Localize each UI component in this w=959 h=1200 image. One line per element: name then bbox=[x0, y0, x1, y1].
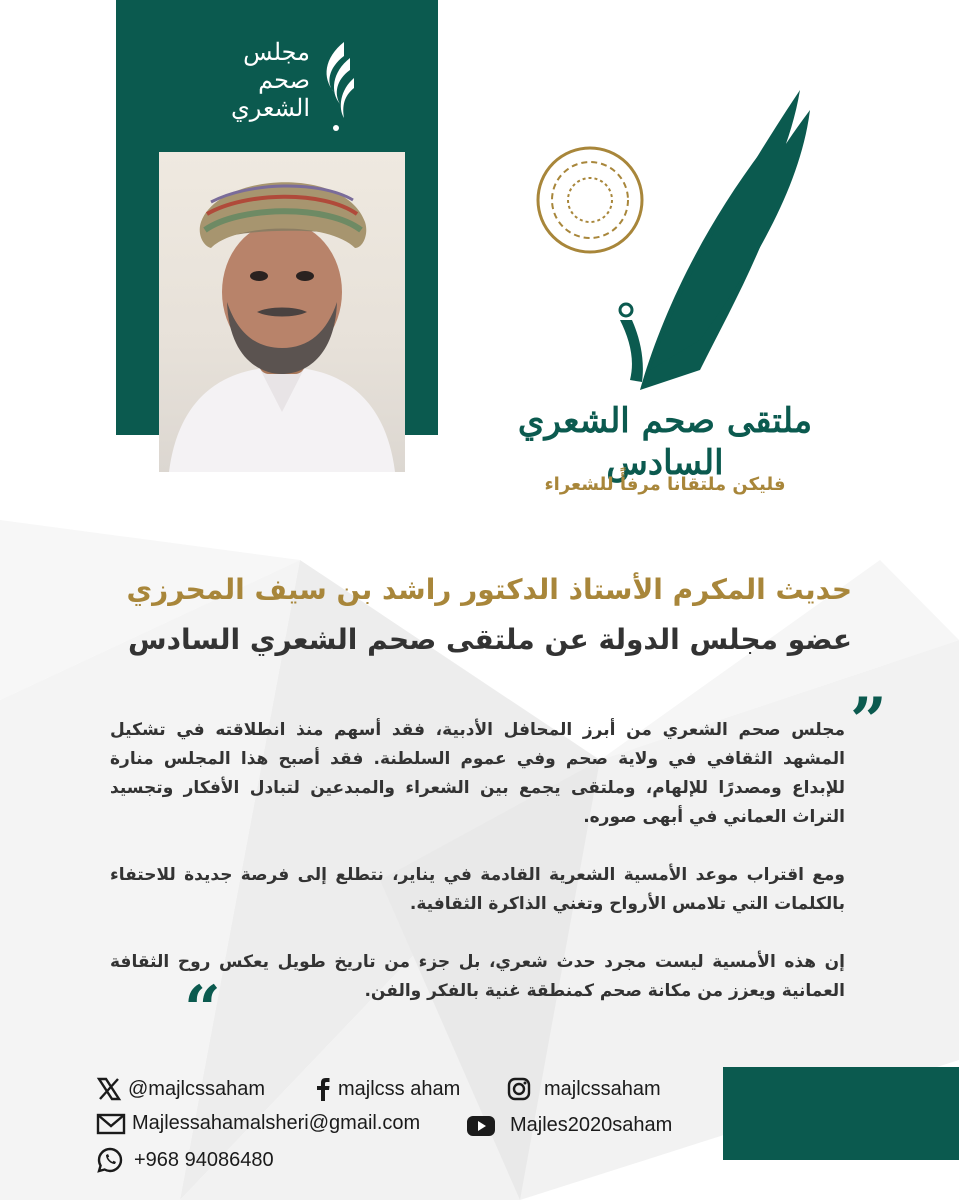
headline: حديث المكرم الأستاذ الدكتور راشد بن سيف المحرزي bbox=[126, 573, 852, 606]
speaker-photo bbox=[159, 152, 405, 472]
whatsapp-contact[interactable] bbox=[96, 1146, 274, 1174]
quote-close-icon: “ bbox=[184, 972, 221, 1047]
quote-paragraph: إن هذه الأمسية ليست مجرد حدث شعري، بل جزء من تاريخ طويل يعكس روح الثقافة العمانية ويعزز من مكانة صحم كمنطقة غنية بالفكر والفن. bbox=[110, 952, 845, 1001]
whatsapp-icon bbox=[96, 1146, 124, 1174]
youtube-account[interactable] bbox=[466, 1114, 672, 1137]
brand-line-1: مجلس bbox=[243, 38, 310, 66]
corner-decoration bbox=[723, 1067, 959, 1160]
instagram-account[interactable] bbox=[506, 1076, 661, 1102]
x-account[interactable] bbox=[96, 1076, 265, 1102]
x-icon bbox=[96, 1076, 122, 1102]
instagram-icon bbox=[506, 1076, 532, 1102]
event-emblem-icon bbox=[520, 70, 820, 390]
majlis-logo bbox=[200, 38, 360, 138]
email-address: Majlessahamalsheri@gmail.com bbox=[132, 1112, 421, 1134]
youtube-handle: Majles2020saham bbox=[510, 1114, 673, 1136]
event-title: ملتقى صحم الشعري السادس bbox=[517, 401, 813, 483]
envelope-icon bbox=[96, 1113, 126, 1135]
youtube-icon bbox=[466, 1115, 496, 1137]
facebook-icon bbox=[314, 1076, 332, 1102]
quote-open-icon: ” bbox=[850, 684, 887, 759]
brand-line-2: صحم bbox=[258, 66, 310, 94]
instagram-handle: majlcssaham bbox=[544, 1077, 661, 1100]
quote-paragraph: ومع اقتراب موعد الأمسية الشعرية القادمة في يناير، نتطلع إلى فرصة جديدة للاحتفاء بالكلمات التي تلامس الأرواح وتغني الذاكرة الثقافية. bbox=[110, 865, 845, 914]
brand-line-3: الشعري bbox=[231, 94, 310, 122]
email-contact[interactable] bbox=[96, 1112, 420, 1135]
quote-paragraph: مجلس صحم الشعري من أبرز المحافل الأدبية، فقد أسهم منذ انطلاقته في تشكيل المشهد الثقافي في ولاية صحم وفي عموم السلطنة. فقد أصبح هذا المجلس منارة للإبداع ومصدرًا للإلهام، وملتقى يجمع بين الشعراء والمبدعين لتبادل الأفكار وتجسيد التراث العماني في أبهى صوره. bbox=[110, 720, 845, 827]
facebook-account[interactable] bbox=[314, 1076, 460, 1102]
social-contacts bbox=[96, 1072, 716, 1182]
subheadline: عضو مجلس الدولة عن ملتقى صحم الشعري السادس bbox=[127, 623, 852, 656]
event-tagline: فليكن ملتقانا مرفأً للشعراء bbox=[544, 474, 786, 495]
whatsapp-number: +968 94086480 bbox=[134, 1148, 274, 1171]
quill-logo-icon bbox=[314, 38, 360, 134]
facebook-handle: majlcss aham bbox=[338, 1077, 461, 1100]
x-handle: @majlcssaham bbox=[128, 1077, 266, 1100]
